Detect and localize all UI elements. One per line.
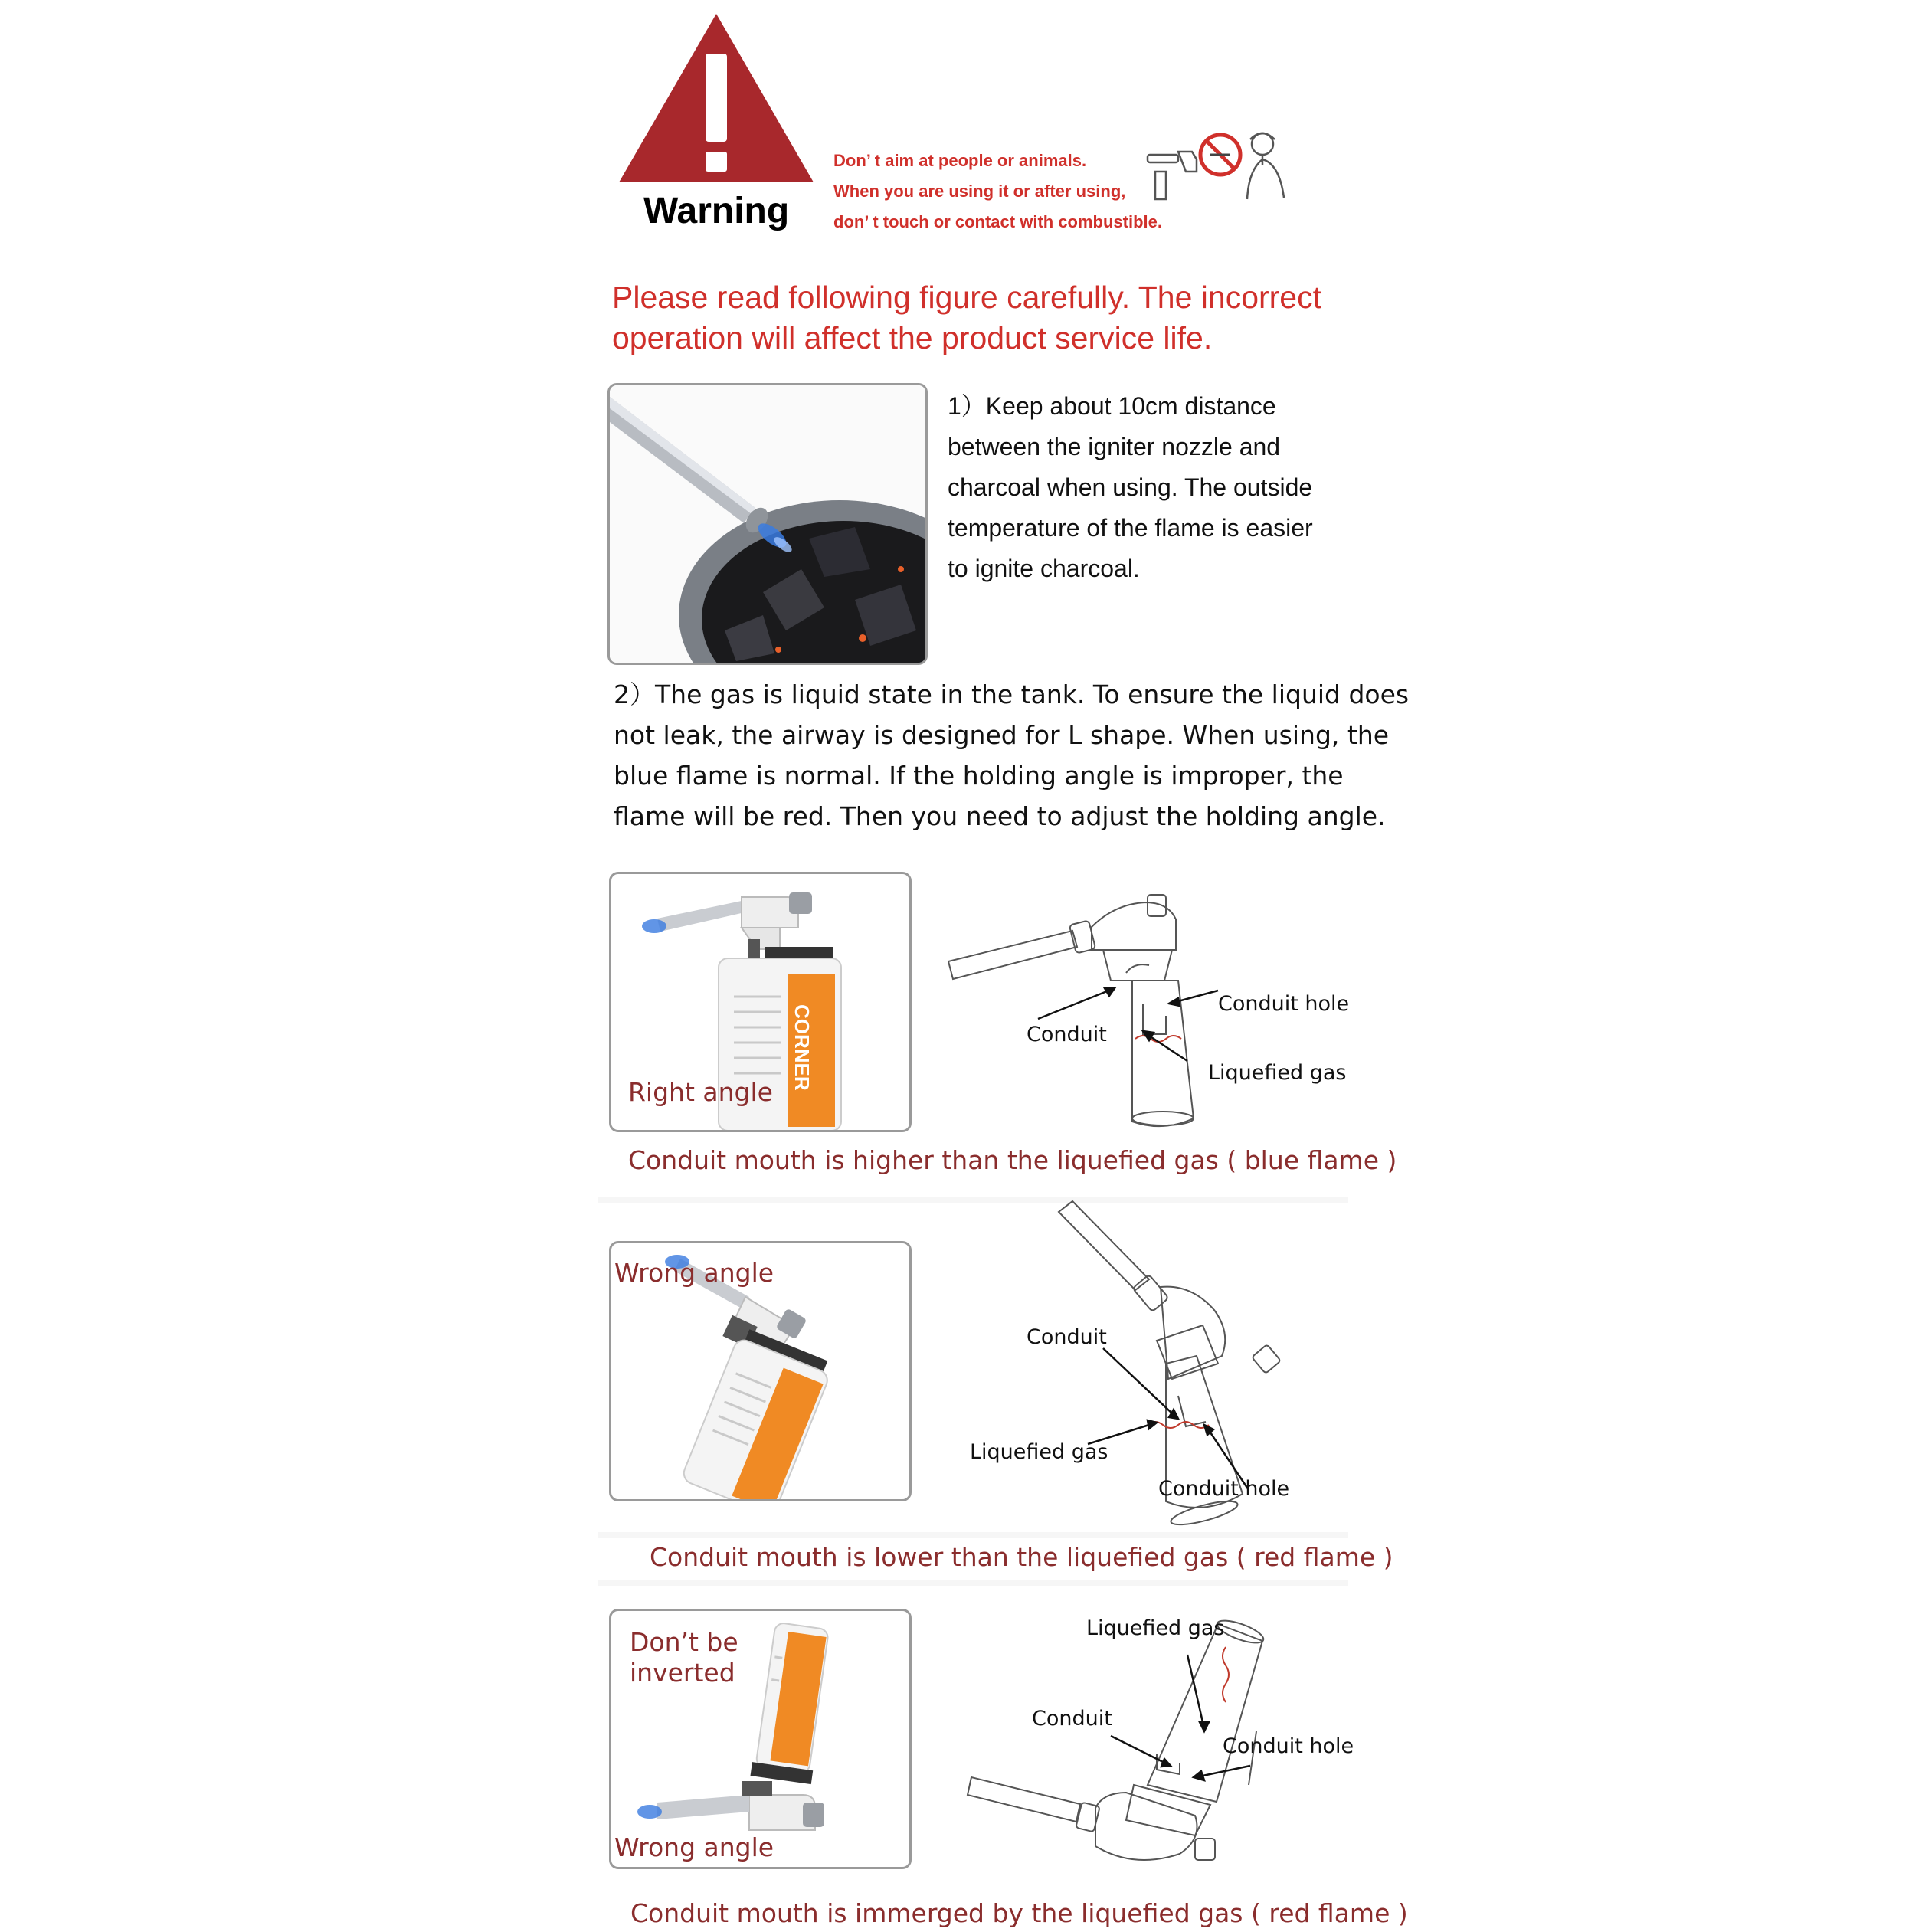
warning-title: Warning [643, 191, 790, 231]
dont-be-inverted-label: Don’t be inverted [630, 1627, 738, 1688]
warning-line-3: don’ t touch or contact with combustible. [833, 212, 1162, 231]
wrong-angle-label: Wrong angle [614, 1258, 774, 1288]
wrong-angle-label-2: Wrong angle [614, 1832, 774, 1862]
step1-line-1: 1）Keep about 10cm distance [948, 392, 1276, 420]
p3-conduit-hole-label: Conduit hole [1223, 1734, 1354, 1758]
p1-caption: Conduit mouth is higher than the liquefied gas ( blue flame ) [628, 1145, 1397, 1175]
step2-line-3: blue flame is normal. If the holding angle is improper, the [614, 761, 1344, 791]
step2-line-2: not leak, the airway is designed for L shape. When using, the [614, 720, 1390, 750]
can-brand-label: CORNER [791, 1004, 814, 1091]
p1-conduit-hole-label: Conduit hole [1218, 992, 1350, 1016]
lead-instruction: Please read following figure carefully. The incorrect operation will affect the product service life. [612, 280, 1322, 355]
separator [598, 1580, 1348, 1586]
p2-conduit-hole-label: Conduit hole [1158, 1477, 1290, 1501]
step1-line-2: between the igniter nozzle and [948, 433, 1281, 460]
p1-liquefied-gas-label: Liquefied gas [1208, 1061, 1347, 1085]
step2-line-1: 2）The gas is liquid state in the tank. To ensure the liquid does [614, 679, 1410, 709]
step1-line-5: to ignite charcoal. [948, 555, 1140, 582]
charcoal-photo [607, 383, 928, 665]
p3-liquefied-gas-label: Liquefied gas [1086, 1616, 1225, 1640]
separator [598, 1532, 1348, 1538]
warning-triangle-icon [613, 8, 820, 192]
step1-line-4: temperature of the flame is easier [948, 514, 1313, 542]
step2-line-4: flame will be red. Then you need to adjust the holding angle. [614, 801, 1386, 831]
p2-caption: Conduit mouth is lower than the liquefied gas ( red flame ) [650, 1542, 1393, 1572]
p3-conduit-label: Conduit [1032, 1707, 1112, 1731]
step1-line-3: charcoal when using. The outside [948, 473, 1313, 501]
p2-conduit-label: Conduit [1027, 1325, 1107, 1349]
p2-liquefied-gas-label: Liquefied gas [970, 1440, 1108, 1464]
p1-conduit-label: Conduit [1027, 1023, 1107, 1046]
right-angle-diagram [942, 889, 1226, 1141]
right-angle-label: Right angle [628, 1077, 773, 1107]
warning-line-1: Don’ t aim at people or animals. [833, 151, 1087, 170]
p3-caption: Conduit mouth is immerged by the liquefied gas ( red flame ) [630, 1898, 1408, 1928]
no-aim-at-people-icon [1140, 123, 1293, 203]
warning-line-2: When you are using it or after using, [833, 182, 1126, 201]
